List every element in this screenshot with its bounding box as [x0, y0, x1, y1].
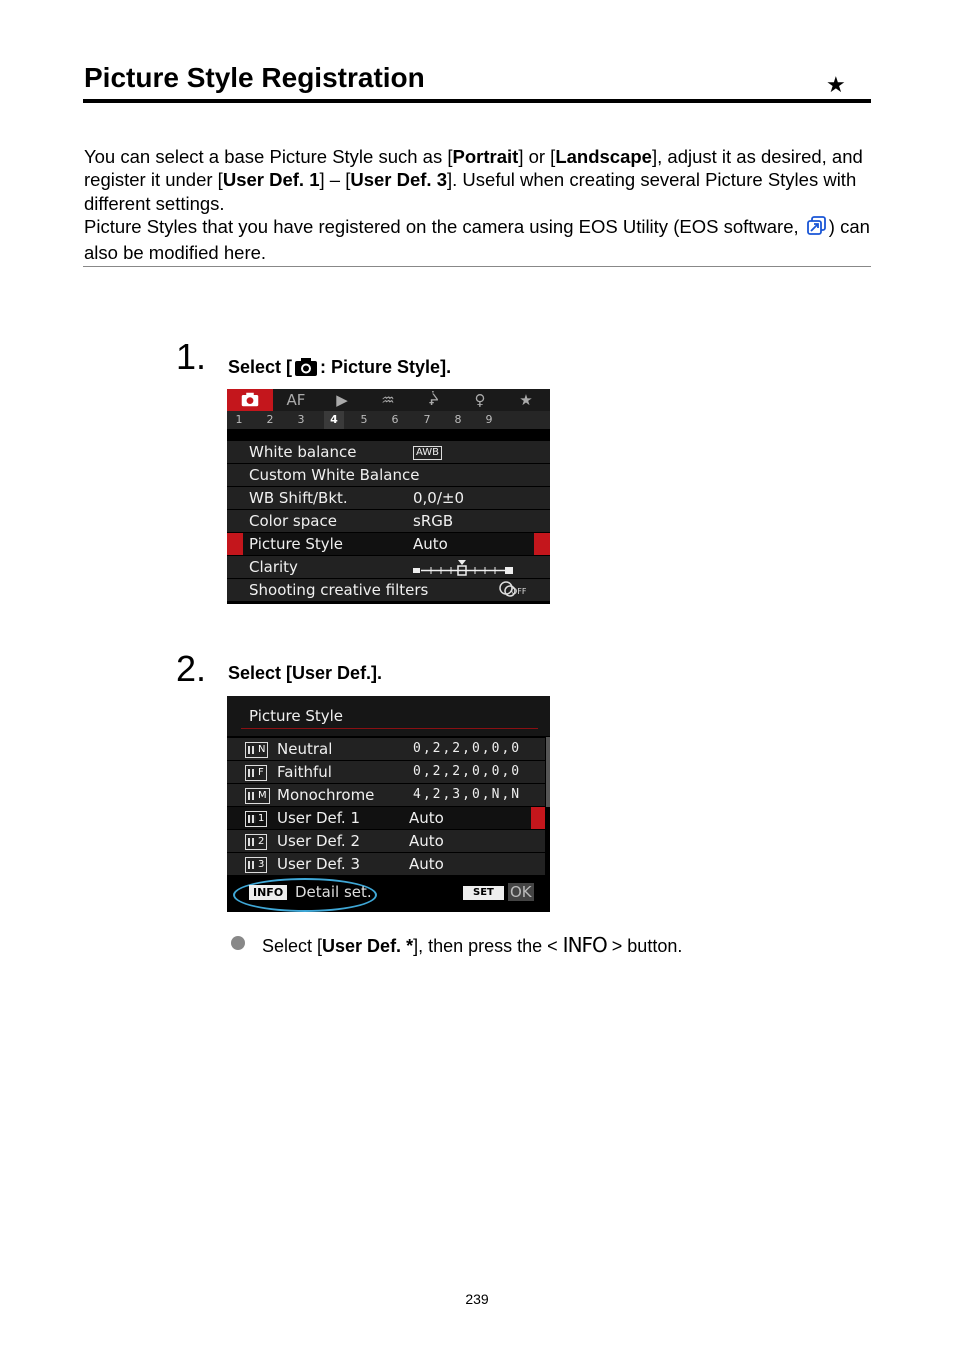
intro-text-span: ], adjust it as desired, and register it under [: [84, 146, 863, 191]
camera-icon: [294, 357, 318, 382]
tab-custom[interactable]: ♀: [474, 391, 486, 409]
picture-style-icon: 1: [245, 811, 267, 827]
page-tab-5[interactable]: 5: [360, 413, 368, 426]
page-tab-7[interactable]: 7: [423, 413, 431, 426]
camera-icon: [241, 392, 259, 407]
style-item-user-def-3[interactable]: [227, 852, 545, 875]
page-number: 239: [465, 1291, 489, 1307]
screen-title: Picture Style: [249, 707, 344, 725]
picture-style-icon: M: [245, 788, 270, 804]
menu-item-white-balance[interactable]: [227, 440, 550, 463]
step-1-number: 1.: [176, 336, 207, 377]
menu-item-label: Picture Style: [249, 535, 344, 553]
menu-item-color-space[interactable]: [227, 509, 550, 532]
page-tab-2[interactable]: 2: [266, 413, 274, 426]
screen-footer: [227, 876, 550, 912]
tab-my-menu[interactable]: ★: [519, 391, 533, 409]
star-icon: ★: [826, 72, 846, 97]
menu-item-shooting-creative-filters[interactable]: [227, 578, 550, 601]
intro-text-span: ]. Useful when creating several Picture Styles with different settings.: [84, 169, 857, 214]
menu-item-custom-white-balance[interactable]: [227, 463, 550, 486]
menu-item-value: 0,0/±0: [413, 489, 465, 507]
info-button-icon: INFO: [562, 933, 607, 957]
intro-text-span: ) can also be modified here.: [84, 215, 870, 264]
info-key[interactable]: INFO: [249, 885, 287, 900]
selection-highlight: [227, 807, 531, 829]
intro-paragraph-2: [84, 215, 874, 265]
user-def-term: User Def. *: [322, 936, 414, 956]
bullet-text-c: ], then press the <: [413, 936, 563, 956]
picture-style-screen: [227, 696, 550, 912]
tab-shooting[interactable]: [227, 389, 273, 411]
step-1-instruction: [228, 357, 451, 382]
creative-filters-off-icon: [499, 581, 525, 603]
style-value: Auto: [409, 809, 444, 827]
style-value: Auto: [409, 855, 444, 873]
page-tab-8[interactable]: 8: [454, 413, 462, 426]
bullet-text-d: > button.: [606, 936, 683, 956]
intro-text-span: You can select a base Picture Style such as [: [84, 146, 453, 167]
portrait-term: Portrait: [452, 146, 519, 167]
bullet-text-a: Select [: [262, 936, 323, 956]
picture-style-icon: 3: [245, 857, 267, 873]
eos-software-link-icon[interactable]: [807, 216, 827, 241]
title-rule: [83, 99, 871, 103]
intro-text-span: ] – [: [319, 169, 351, 191]
landscape-term: Landscape: [555, 146, 652, 167]
intro-text-span: Picture Styles that you have registered on the camera using EOS Utility (EOS software,: [84, 215, 804, 237]
intro-text-span: ] or [: [518, 146, 556, 167]
menu-item-wb-shift[interactable]: [227, 486, 550, 509]
style-item-neutral[interactable]: [227, 737, 545, 760]
style-item-monochrome[interactable]: [227, 783, 545, 806]
user-def-3-term: User Def. 3: [350, 169, 447, 191]
style-label: User Def. 3: [277, 855, 361, 873]
bullet-dot: [231, 936, 245, 950]
menu-item-label: Custom White Balance: [249, 466, 420, 484]
page-tab-9[interactable]: 9: [485, 413, 493, 426]
menu-tab-bar: [227, 389, 550, 411]
style-label: Faithful: [277, 763, 332, 781]
picture-style-icon: 2: [245, 834, 267, 850]
menu-item-label: Clarity: [249, 558, 298, 576]
style-label: Neutral: [277, 740, 333, 758]
step-2-instruction: Select [User Def.].: [228, 663, 383, 683]
style-item-user-def-1[interactable]: [227, 806, 545, 829]
off-label: OFF: [511, 587, 527, 596]
menu-page-bar: [227, 411, 550, 429]
step-1-text-b: : Picture Style].: [320, 357, 452, 377]
set-action-label: OK: [510, 883, 532, 901]
intro-divider: [83, 266, 871, 267]
style-label: User Def. 2: [277, 832, 361, 850]
step-2-number: 2.: [176, 648, 207, 689]
info-action-label: Detail set.: [295, 883, 372, 901]
intro-paragraph-1: [84, 145, 874, 215]
style-parameters: 0,2,2,0,0,0: [413, 741, 522, 756]
page-tab-3[interactable]: 3: [297, 413, 305, 426]
menu-item-label: White balance: [249, 443, 357, 461]
picture-style-icon: F: [245, 765, 267, 781]
style-item-faithful[interactable]: [227, 760, 545, 783]
set-key[interactable]: SET: [463, 886, 504, 900]
menu-item-clarity[interactable]: [227, 555, 550, 578]
page-tab-6[interactable]: 6: [391, 413, 399, 426]
menu-item-value: sRGB: [413, 512, 454, 530]
style-value: Auto: [409, 832, 444, 850]
tab-wireless[interactable]: ♒: [381, 391, 395, 409]
style-item-user-def-2[interactable]: [227, 829, 545, 852]
title-underline: [241, 728, 538, 729]
menu-item-label: Shooting creative filters: [249, 581, 429, 599]
user-def-1-term: User Def. 1: [222, 169, 320, 191]
page-tab-4[interactable]: 4: [324, 411, 344, 429]
style-parameters: 4,2,3,0,N,N: [413, 787, 522, 802]
page-tab-1[interactable]: 1: [235, 413, 243, 426]
tab-playback[interactable]: ▶: [336, 391, 348, 409]
awb-icon: AWB: [413, 446, 442, 460]
style-label: User Def. 1: [277, 809, 361, 827]
menu-item-value: Auto: [413, 535, 448, 553]
style-label: Monochrome: [277, 786, 375, 804]
picture-style-icon: N: [245, 742, 268, 758]
step-1-text-a: Select [: [228, 357, 293, 377]
menu-item-label: WB Shift/Bkt.: [249, 489, 348, 507]
style-parameters: 0,2,2,0,0,0: [413, 764, 522, 779]
menu-item-label: Color space: [249, 512, 337, 530]
menu-item-picture-style[interactable]: [227, 532, 550, 555]
bullet-instruction: [262, 933, 682, 957]
scrollbar[interactable]: [546, 737, 550, 807]
camera-menu-screen: [227, 389, 550, 604]
page-title: Picture Style Registration: [84, 62, 425, 93]
tab-af[interactable]: AF: [286, 391, 306, 409]
clarity-scale-icon: [413, 560, 515, 576]
tab-setup[interactable]: ᖩ: [429, 391, 439, 409]
intro-text: [84, 145, 874, 264]
screen-title-bar: [227, 696, 550, 736]
